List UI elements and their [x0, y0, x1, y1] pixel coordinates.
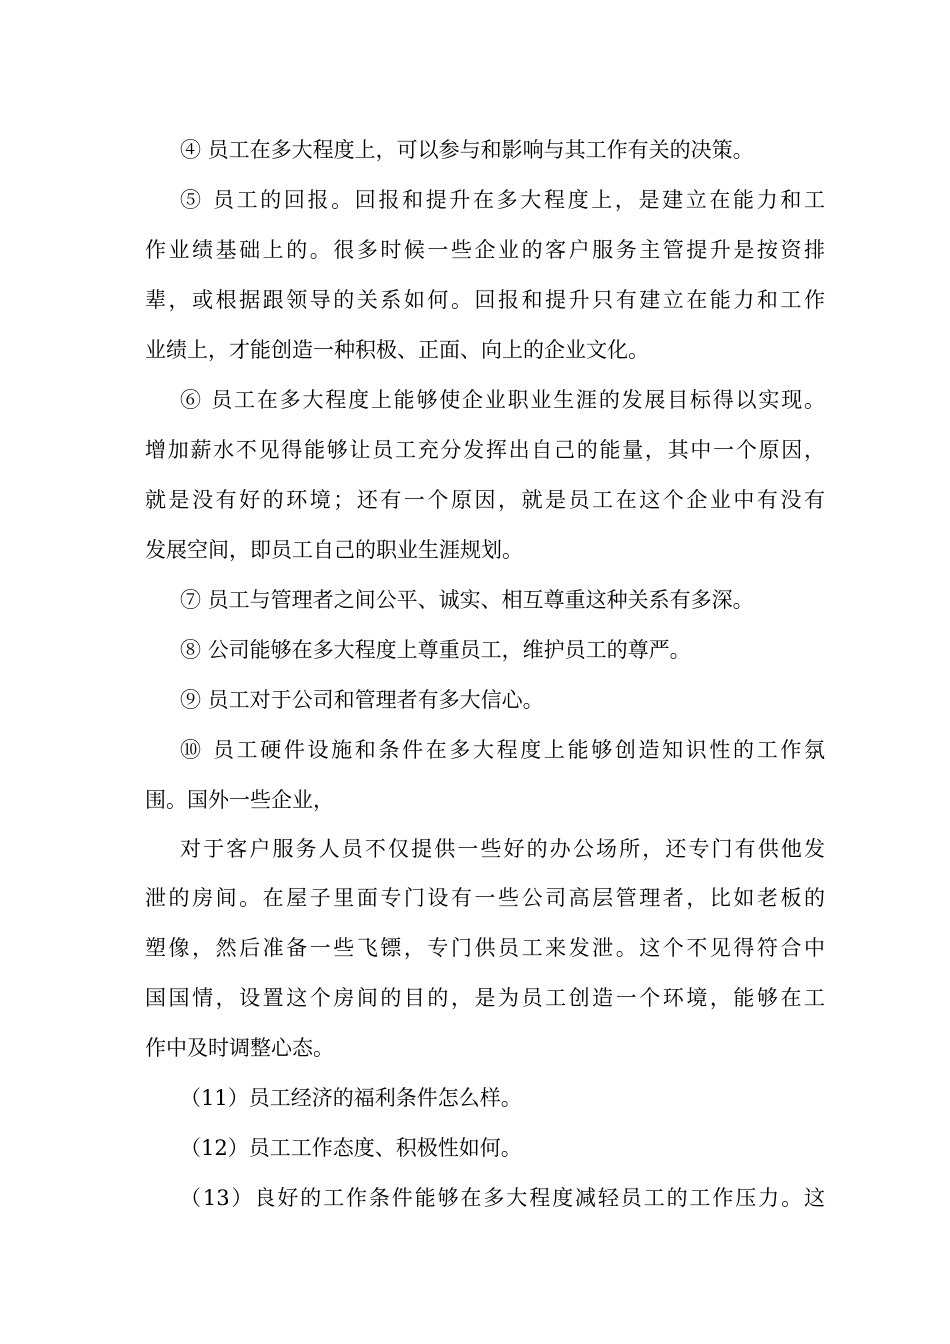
paragraph-line: 发展空间，即员工自己的职业生涯规划。 [145, 538, 523, 562]
paragraph-line: 业绩上，才能创造一种积极、正面、向上的企业文化。 [145, 338, 649, 362]
paragraph-line: 围。国外一些企业， [145, 788, 334, 812]
paragraph-line: ⑤ 员工的回报。回报和提升在多大程度上，是建立在能力和工 [180, 188, 825, 212]
paragraph-line: （13）良好的工作条件能够在多大程度减轻员工的工作压力。这 [180, 1186, 825, 1210]
paragraph-line: 国国情，设置这个房间的目的，是为员工创造一个环境，能够在工 [145, 986, 825, 1010]
paragraph-line: （11）员工经济的福利条件怎么样。 [180, 1086, 522, 1110]
paragraph-line: （12）员工工作态度、积极性如何。 [180, 1136, 522, 1160]
paragraph-line: 塑像，然后准备一些飞镖，专门供员工来发泄。这个不见得符合中 [145, 936, 825, 960]
paragraph-line: 作中及时调整心态。 [145, 1036, 334, 1060]
paragraph-line: 就是没有好的环境；还有一个原因，就是员工在这个企业中有没有 [145, 488, 825, 512]
paragraph-line: ⑥ 员工在多大程度上能够使企业职业生涯的发展目标得以实现。 [180, 388, 825, 412]
paragraph-line: ④ 员工在多大程度上，可以参与和影响与其工作有关的决策。 [180, 138, 754, 162]
paragraph-line: 泄的房间。在屋子里面专门设有一些公司高层管理者，比如老板的 [145, 886, 825, 910]
paragraph-line: 作业绩基础上的。很多时候一些企业的客户服务主管提升是按资排 [145, 238, 825, 262]
paragraph-line: ⑨ 员工对于公司和管理者有多大信心。 [180, 688, 544, 712]
paragraph-line: ⑩ 员工硬件设施和条件在多大程度上能够创造知识性的工作氛 [180, 738, 825, 762]
paragraph-line: 对于客户服务人员不仅提供一些好的办公场所，还专门有供他发 [180, 837, 825, 861]
paragraph-line: ⑧ 公司能够在多大程度上尊重员工，维护员工的尊严。 [180, 638, 691, 662]
paragraph-line: 增加薪水不见得能够让员工充分发挥出自己的能量，其中一个原因， [145, 438, 825, 462]
paragraph-line: 辈，或根据跟领导的关系如何。回报和提升只有建立在能力和工作 [145, 288, 825, 312]
paragraph-line: ⑦ 员工与管理者之间公平、诚实、相互尊重这种关系有多深。 [180, 588, 754, 612]
